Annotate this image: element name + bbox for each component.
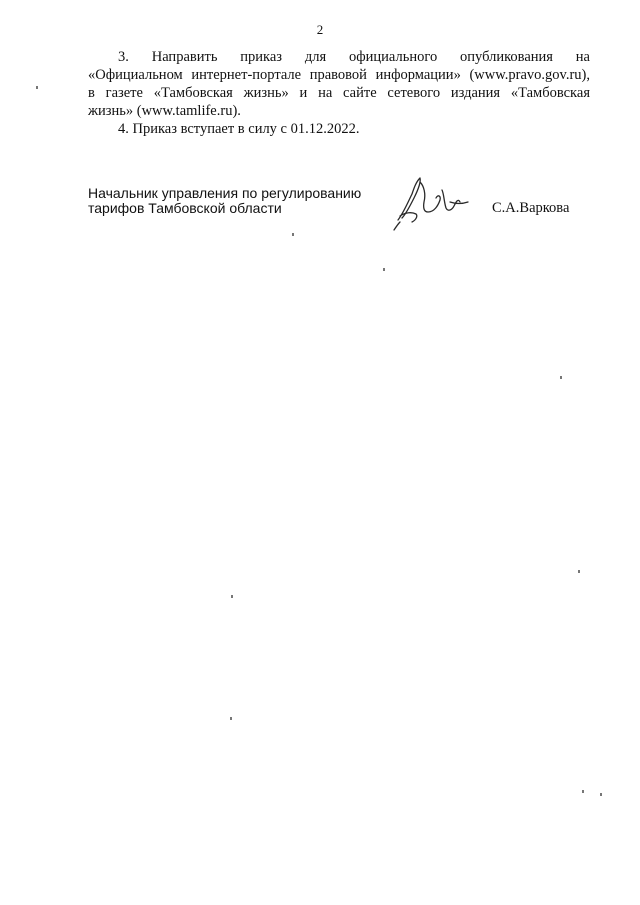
signatory-position — [88, 186, 361, 215]
paragraph-effective-date: 4. Приказ вступает в силу с 01.12.2022. — [118, 121, 360, 137]
scan-speck — [383, 268, 385, 271]
page-number: 2 — [316, 22, 324, 37]
scan-speck — [36, 86, 38, 89]
paragraph-publication-line4: жизнь» (www.tamlife.ru). — [88, 103, 241, 119]
scan-speck — [292, 233, 294, 236]
scan-speck — [560, 376, 562, 379]
scan-speck — [600, 793, 602, 796]
scan-speck — [230, 717, 232, 720]
scan-speck — [578, 570, 580, 573]
handwritten-signature — [390, 172, 480, 232]
signatory-position-line1: Начальник управления по регулированию — [88, 185, 362, 201]
paragraph-publication-line2: «Официальном интернет-портале правовой информации» (www.pravo.gov.ru), — [88, 67, 590, 83]
scan-speck — [231, 595, 233, 598]
paragraph-publication-line3: в газете «Тамбовская жизнь» и на сайте сетевого издания «Тамбовская — [88, 85, 590, 101]
paragraph-publication-line1: 3. Направить приказ для официального опубликования на — [118, 49, 590, 65]
document-body — [88, 48, 590, 138]
scan-speck — [582, 790, 584, 793]
signatory-name: С.А.Варкова — [492, 200, 570, 216]
signatory-position-line2: тарифов Тамбовской области — [88, 199, 282, 216]
